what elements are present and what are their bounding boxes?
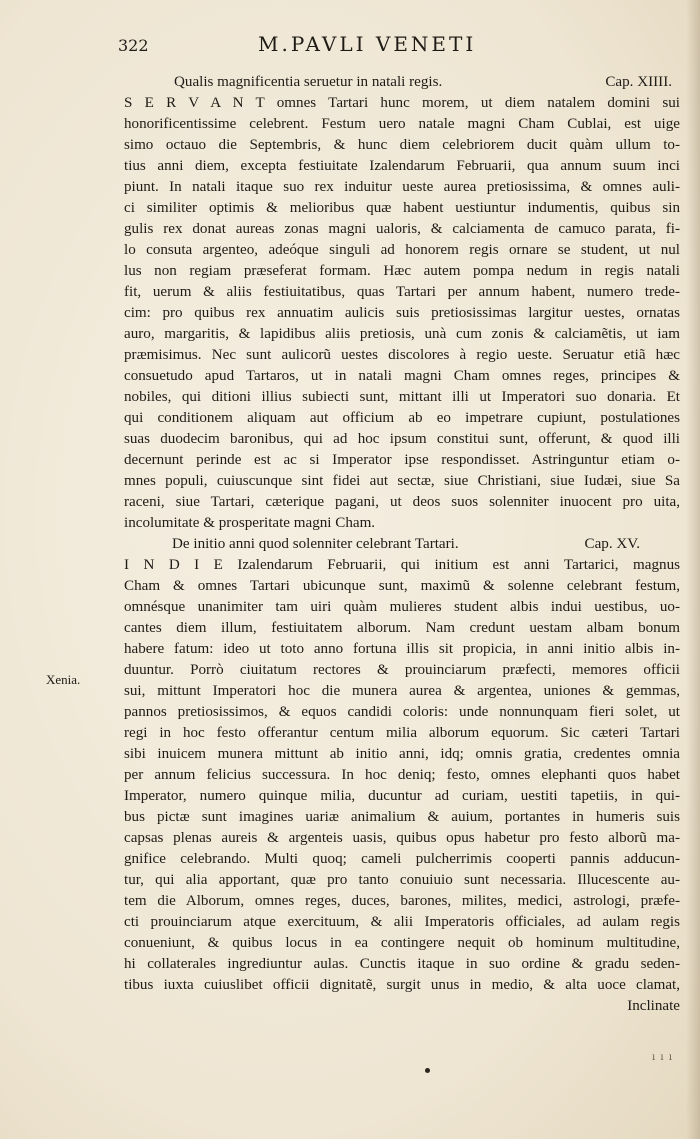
text-line: tius anni diem, excepta festiuitate Izalendarum Februarii, qua annum suum inci [124, 158, 680, 174]
text-line: præmisimus. Nec sunt aulicorũ uestes discolores à regio ueste. Seruatur etiã hæc [124, 347, 680, 363]
text-line: suas duodecim baronibus, qui ad hoc ipsum constitui sunt, offerunt, & quod illi [124, 431, 680, 447]
paragraph-chapter-14 [124, 93, 680, 513]
text-line: simo octauo die Septembris, & hunc diem celebriorem ducit quàm ullum to- [124, 137, 680, 153]
catchword: Inclinate [627, 998, 680, 1014]
text-line: qui conditionem aliquam aut officium ab eo impetrare cupiunt, postulationes [124, 410, 680, 426]
paragraph-chapter-15 [124, 555, 680, 996]
text-line: cim: pro quibus rex annuatim aulicis suis pretiosissimas largitur uestes, ornatas [124, 305, 680, 321]
page-edge-shadow [686, 0, 700, 1139]
chapter-title: Qualis magnificentia seruetur in natali regis. [174, 74, 443, 90]
text-line: tem die Alborum, omnes reges, duces, barones, milites, medici, astrologi, præfe- [124, 893, 680, 909]
text-line: hi collaterales ingrediuntur aulas. Cunctis itaque in suo ordine & gradu seden- [124, 956, 680, 972]
text-line: Cham & omnes Tartari ubicunque sunt, maximũ & solenne celebrant festum, [124, 578, 680, 594]
text-line: decernunt perinde est ac si Imperator ipse respondisset. Astringuntur etiam o- [124, 452, 680, 468]
text-line: I N D I E Izalendarum Februarii, qui initium est anni Tartarici, magnus [124, 557, 680, 573]
text-line: regi in hoc festo offerantur centum milia alborum equorum. Sic cæteri Tartari [124, 725, 680, 741]
footer-ticks: ı ı ı [652, 1052, 673, 1063]
text-line: raceni, siue Tartari, cæterique pagani, ut deos suos solenniter inuocent pro uita, [124, 494, 680, 510]
page-number: 322 [118, 36, 149, 55]
text-line: bus pictæ sunt imagines uariæ animalium & auium, portantes in humeris suis [124, 809, 680, 825]
chapter-number: Cap. XIIII. [605, 74, 672, 90]
text-line: omnésque unanimiter tam uiri quàm mulieres student albis indui uestibus, uo- [124, 599, 680, 615]
text-line: consuetudo apud Tartaros, ut in natali magni Cham omnes reges, principes & [124, 368, 680, 384]
text-block [124, 72, 680, 1017]
text-line: sibi inuicem munera mittunt ab initio anni, idq; omnis gratia, credentes omnia [124, 746, 680, 762]
text-line: nobiles, qui ditioni illius subiecti sunt, mittant illi ut Imperatori suo donaria. Et [124, 389, 680, 405]
text-line: sui, mittunt Imperatori hoc die munera aurea & argentea, uniones & gemmas, [124, 683, 680, 699]
text-line: duuntur. Porrò ciuitatum rectores & prouinciarum præfecti, memores officii [124, 662, 680, 678]
text-line: auro, margaritis, & lapidibus aliis pretiosis, unà cum zonis & calciamẽtis, ut iam [124, 326, 680, 342]
text-line: S E R V A N T omnes Tartari hunc morem, ut diem natalem domini sui [124, 95, 680, 111]
text-line: mnes populi, cuiuscunque sint fidei aut sectæ, siue Christiani, siue Iudæi, siue Sa [124, 473, 680, 489]
paragraph-last-line: incolumitate & prosperitate magni Cham. [124, 515, 376, 531]
text-line: habere fatum: ideo ut toto anno fortuna illis sit propicia, in anni initio albis in- [124, 641, 680, 657]
text-line: cantes diem illum, festiuitatem alborum. Nam credunt uestam albam bonum [124, 620, 680, 636]
text-line: tibus iuxta cuiuslibet officii dignitatẽ, surgit unus in medio, & alta uoce clamat, [124, 977, 680, 993]
chapter-heading-14 [124, 72, 680, 93]
running-head [118, 32, 678, 62]
text-line: piunt. In natali itaque suo rex induitur ueste aurea pretiosissima, & omnes auli- [124, 179, 680, 195]
text-line: conueniunt, & quibus locus in ea contingere nequit ob hominum multitudine, [124, 935, 680, 951]
text-line: Imperator, numero quinque milia, ducuntur ad curiam, uestiti tapetiis, in qui- [124, 788, 680, 804]
chapter-title: De initio anni quod solenniter celebrant Tartari. [172, 536, 459, 552]
text-line: ci similiter optimis & melioribus quæ habent uestiuntur indumentis, quibus sin [124, 200, 680, 216]
text-line: lus non regiam præseferat formam. Hæc autem pompa nedum in regis natali [124, 263, 680, 279]
text-line: pannos pretiosissimos, & equos candidi coloris: unde nonnunquam fieri solet, ut [124, 704, 680, 720]
running-title: M.PAVLI VENETI [258, 32, 477, 56]
text-line: gulis rex donat aureas zonas magni ualoris, & calciamenta de camuco parata, fi- [124, 221, 680, 237]
text-line: cti prouinciarum atque exercituum, & alii Imperatoris officiales, ad aulam regis [124, 914, 680, 930]
ink-dot [425, 1068, 430, 1073]
text-line: honorificentissime celebrent. Festum uero natale magni Cham Cublai, est uige [124, 116, 680, 132]
text-line: capsas plenas aureis & argenteis uasis, quibus opus habetur pro festo alborũ ma- [124, 830, 680, 846]
text-line: lo consuta argenteo, adeóque singuli ad honorem regis ornare se student, ut nul [124, 242, 680, 258]
text-line: per annum felicius successura. In hoc deniq; festo, omnes elephanti quos habet [124, 767, 680, 783]
text-line: tur, qui alia apportant, quæ pro tanto conuiuio sunt necessaria. Illucescente au- [124, 872, 680, 888]
chapter-heading-15 [124, 534, 680, 555]
text-line: fit, uerum & aliis festiuitatibus, quas Tartari per annum habent, numero trede- [124, 284, 680, 300]
chapter-number: Cap. XV. [584, 536, 640, 552]
text-line: gnifice celebrando. Multi quoq; cameli pulcherrimis cooperti pannis adducun- [124, 851, 680, 867]
margin-note: Xenia. [46, 672, 81, 687]
